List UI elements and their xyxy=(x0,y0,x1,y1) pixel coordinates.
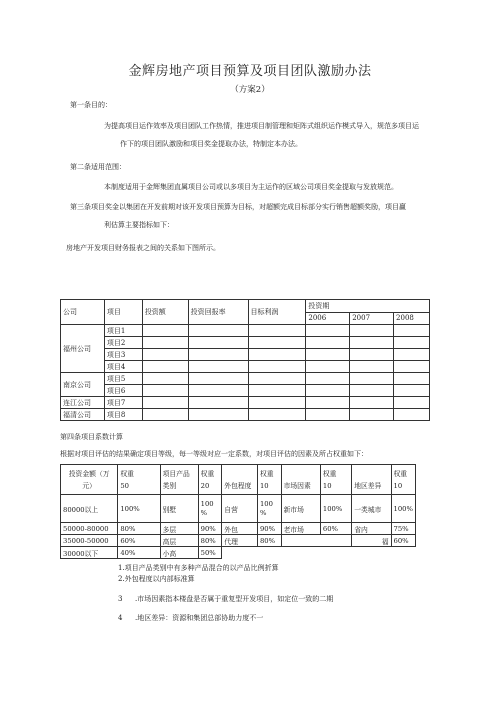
table-row xyxy=(61,409,430,421)
cell: 80% xyxy=(118,523,160,535)
project-cell: 项目4 xyxy=(104,361,142,373)
header-weight-value: 10 xyxy=(259,481,269,490)
table-row xyxy=(61,349,430,361)
cell: 60% xyxy=(391,535,416,547)
note-3-number: 3 xyxy=(118,595,123,603)
company-cell: 福清公司 xyxy=(61,409,105,421)
header-investment: 投资额 xyxy=(142,300,188,325)
cell: 75% xyxy=(391,523,416,535)
cell: 代理 xyxy=(222,535,258,547)
article-2-body: 本制度适用于金辉集团直属项目公司或以多项目为主运作的区域公司项目奖金提取与发放规范。 xyxy=(104,183,398,191)
table-row xyxy=(61,523,416,535)
header-weight-label: 权重 xyxy=(393,469,408,478)
company-cell: 连江公司 xyxy=(61,397,105,409)
header-weight-label: 权重 xyxy=(322,469,337,478)
header-weight-label: 权重 xyxy=(200,469,215,478)
header-weight-value: 10 xyxy=(393,481,403,490)
header-invest-amount xyxy=(61,465,118,495)
cell: 50% xyxy=(198,547,222,559)
header-project: 项目 xyxy=(104,300,142,325)
table-row xyxy=(61,373,430,385)
cell: 100 % xyxy=(257,495,281,523)
header-weight-value: 20 xyxy=(200,481,210,490)
cell: 高层 xyxy=(160,535,198,547)
header-ptype-line1: 项目产品 xyxy=(162,469,190,478)
cell: 自营 xyxy=(222,495,258,523)
cell: 35000-50000 xyxy=(61,535,118,547)
cell: 100% xyxy=(391,495,416,523)
table-row xyxy=(61,325,430,337)
header-year: 2007 xyxy=(350,312,394,325)
header-weight xyxy=(320,465,351,495)
cell: 80% xyxy=(198,535,222,547)
cell: 90% xyxy=(198,523,222,535)
cell: 多层 xyxy=(160,523,198,535)
table-row xyxy=(61,547,416,559)
cell: 30000以下 xyxy=(61,547,118,559)
header-weight-label: 权重 xyxy=(120,469,134,478)
cell: 50000-80000 xyxy=(61,523,118,535)
cell: 新市场 xyxy=(281,495,320,523)
table-row xyxy=(61,397,430,409)
cell: 100 % xyxy=(198,495,222,523)
header-weight-value: 50 xyxy=(120,481,129,490)
cell xyxy=(281,535,352,547)
header-weight xyxy=(198,465,222,495)
table-row xyxy=(61,385,430,397)
header-invest-line2: 元） xyxy=(82,481,96,490)
note-3: .市场因素指本楼盘是否属于重复型开发项目，如定位一致的二期 xyxy=(135,595,334,603)
cell: 80000以上 xyxy=(61,495,118,523)
cell: 80% xyxy=(257,535,281,547)
header-year: 2008 xyxy=(394,312,430,325)
cell: 小高 xyxy=(160,547,198,559)
project-cell: 项目1 xyxy=(104,325,142,337)
article-4-body: 根据对项目评估的结果确定项目等级，每一等级对应一定系数，对项目评估的因素及所占权重如下： xyxy=(60,450,368,458)
cell: 60% xyxy=(320,523,351,535)
header-weight xyxy=(391,465,416,495)
article-2-heading: 第二条适用范围： xyxy=(70,163,126,171)
project-cell: 项目2 xyxy=(104,337,142,349)
company-cell: 南京公司 xyxy=(61,373,105,397)
project-cell: 项目6 xyxy=(104,385,142,397)
header-ptype-line2: 类别 xyxy=(162,481,177,490)
cell: 40% xyxy=(118,547,160,559)
cell: 一类城市 xyxy=(352,495,391,523)
article-1-heading: 第一条目的： xyxy=(70,101,112,109)
header-year: 2006 xyxy=(306,312,350,325)
header-weight xyxy=(118,465,160,495)
project-cell: 项目3 xyxy=(104,349,142,361)
page-subtitle: （方案2） xyxy=(230,85,270,95)
company-cell: 福州公司 xyxy=(61,325,105,373)
cell: 别墅 xyxy=(160,495,198,523)
cell: 省内 xyxy=(352,523,391,535)
table-row xyxy=(61,337,430,349)
header-weight xyxy=(257,465,281,495)
header-target-profit: 目标利润 xyxy=(248,300,306,325)
table-header-row xyxy=(61,465,416,495)
note-4-number: 4 xyxy=(118,614,123,622)
header-period: 投资期 xyxy=(306,300,430,313)
header-region-diff: 地区差异 xyxy=(352,465,391,495)
header-market-factor: 市场因素 xyxy=(281,465,320,495)
cell: 90% xyxy=(257,523,281,535)
cell: 100% xyxy=(118,495,160,523)
article-3-body-line1: 第三条项目奖金以集团在开发前期对该开发项目预算为目标，对超额完成目标部分实行销售超额奖励，项目赢 xyxy=(70,203,406,211)
project-cell: 项目7 xyxy=(104,397,142,409)
header-return-rate: 投资回报率 xyxy=(188,300,248,325)
header-company: 公司 xyxy=(61,300,105,325)
article-4-heading: 第四条项目系数计算 xyxy=(60,433,123,441)
cell: 外包 xyxy=(222,523,258,535)
project-cell: 项目5 xyxy=(104,373,142,385)
investment-table xyxy=(60,299,430,421)
project-cell: 项目8 xyxy=(104,409,142,421)
header-invest-line1: 投资金额（万 xyxy=(68,469,110,478)
cell: 老市场 xyxy=(281,523,320,535)
cell: 60% xyxy=(118,535,160,547)
article-1-body-line2: 作下的项目团队激励和项目奖金提取办法，特制定本办法。 xyxy=(120,140,302,148)
coefficient-table xyxy=(60,464,416,559)
page-title: 金辉房地产项目预算及项目团队激励办法 xyxy=(128,64,372,79)
note-4: .地区差异：资源和集团总部协助力度不一 xyxy=(135,614,264,622)
table-row xyxy=(61,495,416,523)
relation-note: 房地产开发项目财务报表之间的关系如下图所示。 xyxy=(66,244,220,252)
cell: 福 xyxy=(352,535,391,547)
header-outsourcing: 外包程度 xyxy=(222,465,258,495)
article-1-body-line1: 为提高项目运作效率及项目团队工作热情，推进项目制管理和矩阵式组织运作模式导入，规范多项目运 xyxy=(104,122,419,130)
header-product-type xyxy=(160,465,198,495)
article-3-body-line2: 利估算主要指标如下： xyxy=(104,221,174,229)
header-weight-label: 权重 xyxy=(259,469,274,478)
note-1: 1.项目产品类别中有多种产品混合的以产品比例折算 xyxy=(118,564,279,572)
cell: 100% xyxy=(320,495,351,523)
table-row xyxy=(61,361,430,373)
table-header-row xyxy=(61,300,430,313)
table-row xyxy=(61,535,416,547)
note-2: 2.外包程度以内部标准算 xyxy=(118,575,195,583)
header-weight-value: 10 xyxy=(322,481,332,490)
